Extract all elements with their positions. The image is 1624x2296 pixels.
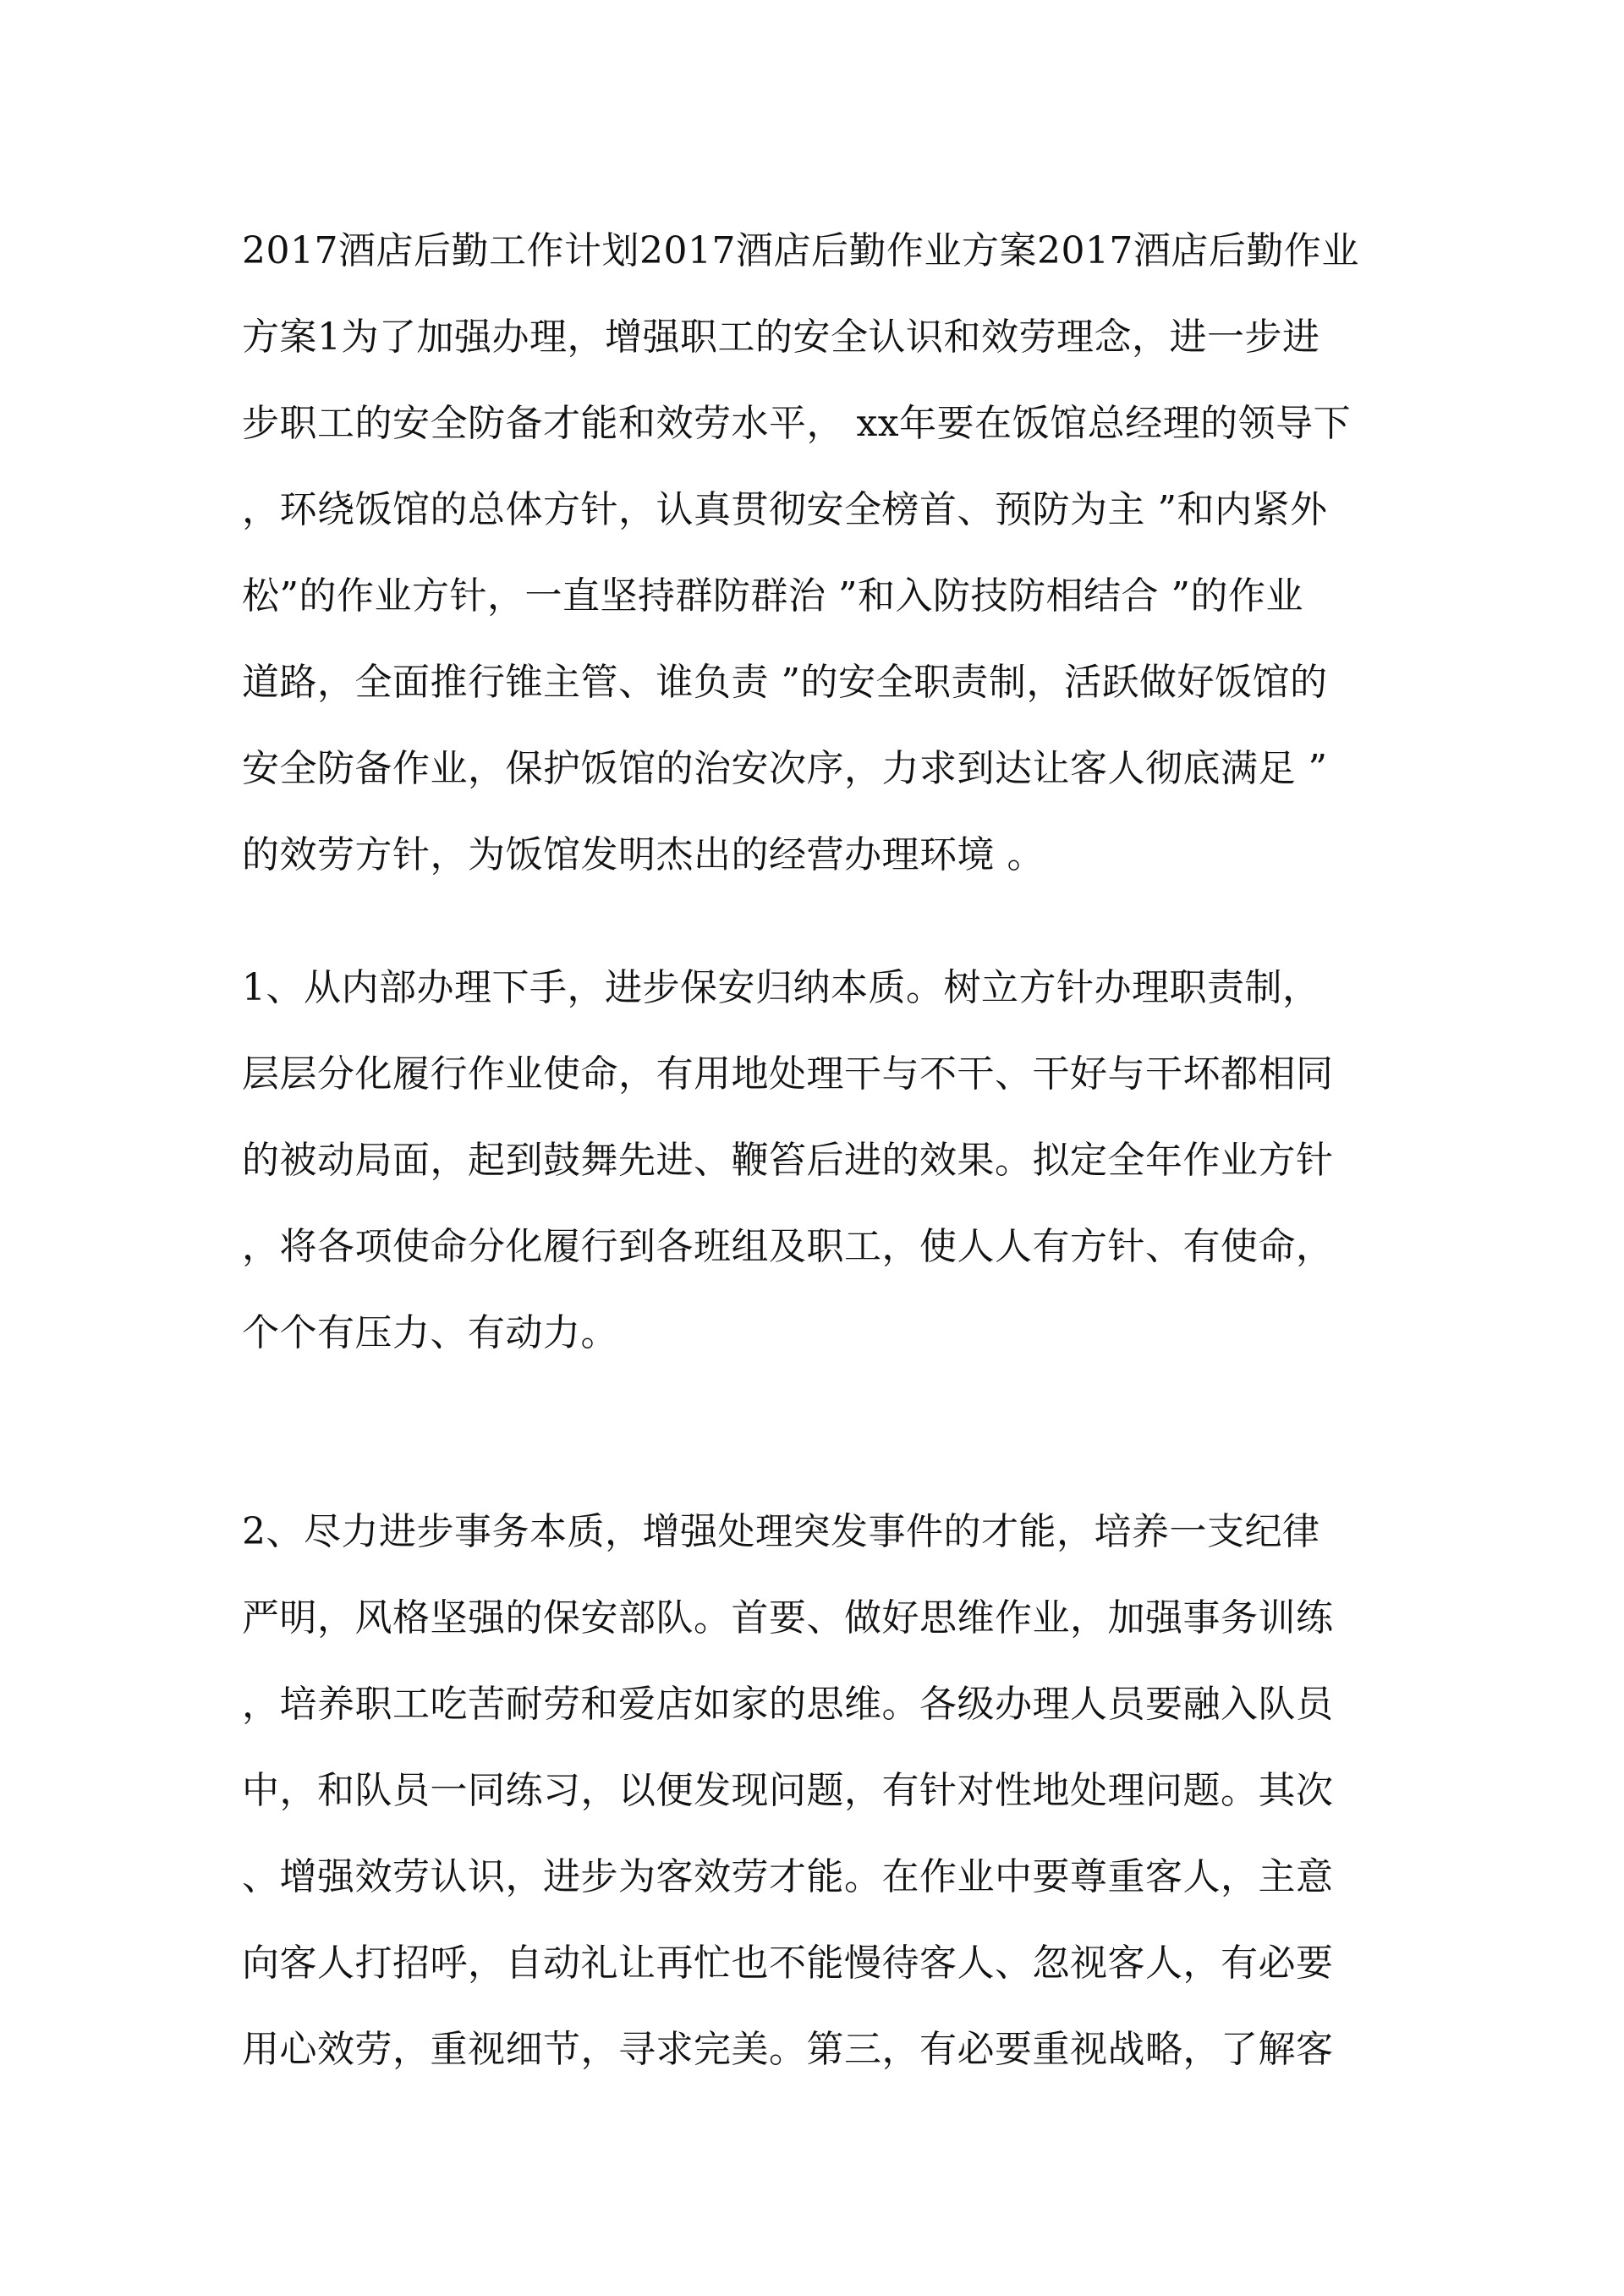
text-line: ，将各项使命分化履行到各班组及职工，使人人有方针、有使命，	[242, 1225, 1334, 1268]
text-line: ，培养职工吃苦耐劳和爱店如家的思维。各级办理人员要融入队员	[242, 1683, 1334, 1726]
paragraph-item-1	[242, 945, 1401, 1376]
text-line: 2017酒店后勤工作计划2017酒店后勤作业方案2017酒店后勤作业	[242, 229, 1359, 272]
text-line: 方案1为了加强办理，增强职工的安全认识和效劳理念，进一步进	[242, 316, 1320, 359]
text-line: 向客人打招呼，自动礼让再忙也不能慢待客人、忽视客人，有必要	[242, 1942, 1334, 1985]
paragraph-intro	[242, 208, 1401, 898]
text-line: 步职工的安全防备才能和效劳水平， xx年要在饭馆总经理的领导下	[242, 402, 1352, 445]
text-line: 、增强效劳认识，进步为客效劳才能。在作业中要尊重客人，主意	[242, 1855, 1334, 1898]
text-line: 安全防备作业，保护饭馆的治安次序，力求到达让客人彻底满足 ”	[242, 747, 1328, 790]
text-line: 个个有压力、有动力。	[242, 1311, 618, 1354]
text-line: 松”的作业方针，一直坚持群防群治 ”和入防技防相结合 ”的作业	[242, 574, 1303, 618]
text-line: 严明，风格坚强的保安部队。首要、做好思维作业，加强事务训练	[242, 1596, 1334, 1640]
text-line: 2、尽力进步事务本质，增强处理突发事件的才能，培养一支纪律	[242, 1510, 1320, 1553]
text-line: 的效劳方针，为饭馆发明杰出的经营办理环境 。	[242, 833, 1045, 876]
text-line: 1、从内部办理下手，进步保安归纳本质。树立方针办理职责制，	[242, 966, 1320, 1009]
paragraph-item-2	[242, 1489, 1401, 2093]
text-line: 道路，全面推行锥主管、谁负责 ”的安全职责制，活跃做好饭馆的	[242, 661, 1328, 704]
text-line: 层层分化履行作业使命，有用地处理干与不干、干好与干坏都相同	[242, 1052, 1334, 1096]
text-line: 的被动局面，起到鼓舞先进、鞭笞后进的效果。拟定全年作业方针	[242, 1139, 1334, 1182]
text-line: 中，和队员一同练习，以便发现问题，有针对性地处理问题。其次	[242, 1769, 1334, 1812]
text-line: ，环绕饭馆的总体方针，认真贯彻安全榜首、预防为主 ”和内紧外	[242, 488, 1328, 531]
text-line: 用心效劳，重视细节，寻求完美。第三，有必要重视战略，了解客	[242, 2028, 1334, 2071]
